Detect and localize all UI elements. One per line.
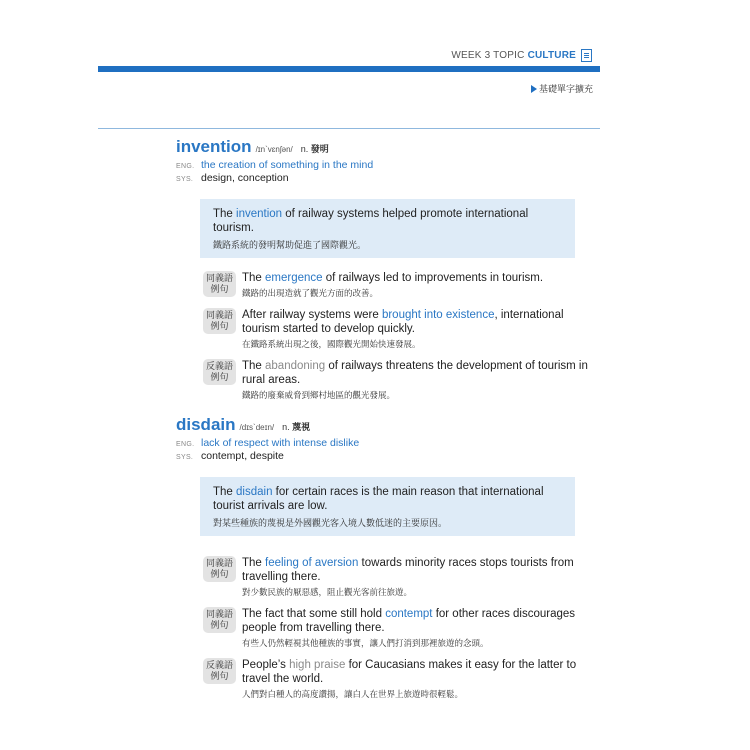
sentence-pre: The xyxy=(242,272,266,284)
header-topic: CULTURE xyxy=(527,50,576,61)
related-translation: 鐵路的出現造就了觀光方面的改善。 xyxy=(242,288,379,298)
sentence-pre: The fact that some still hold xyxy=(242,608,386,620)
headword-line xyxy=(176,137,600,157)
example-sentence xyxy=(213,485,562,513)
related-text xyxy=(242,308,600,350)
related-sentence xyxy=(242,556,600,584)
pos-abbr: n. xyxy=(300,144,309,154)
related-sentence xyxy=(242,607,600,635)
synonym-badge xyxy=(203,308,236,334)
syn-tag: SYS. xyxy=(176,454,194,461)
example-highlight: disdain xyxy=(236,486,273,498)
sentence-highlight: emergence xyxy=(265,272,323,284)
sentence-post: , international tourism started to develop quickly. xyxy=(242,309,564,335)
related-text xyxy=(242,359,600,401)
sentence-post: for other races discourages people from travelling there. xyxy=(242,608,576,634)
section-divider xyxy=(98,128,600,129)
related-translation: 人們對白種人的高度讚揚，讓白人在世界上旅遊時很輕鬆。 xyxy=(242,689,464,699)
related-example xyxy=(203,359,600,401)
eng-tag: ENG. xyxy=(176,441,195,448)
headword: disdain xyxy=(176,415,236,434)
sentence-highlight: brought into existence xyxy=(381,309,495,321)
related-sentence xyxy=(242,359,600,387)
example-post: of railway systems helped promote international tourism. xyxy=(213,208,529,234)
badge-line2: 例句 xyxy=(210,372,229,382)
example-box xyxy=(200,199,575,258)
example-translation: 鐵路系統的發明幫助促進了國際觀光。 xyxy=(213,240,367,250)
badge-line1: 同義語 xyxy=(205,558,233,568)
synonym-badge xyxy=(203,271,236,297)
related-examples xyxy=(203,271,600,401)
sentence-pre: People’s xyxy=(242,659,290,671)
play-triangle-icon xyxy=(531,85,537,93)
header-week-topic: WEEK 3 TOPIC xyxy=(451,50,525,61)
synonyms xyxy=(176,450,600,462)
related-text xyxy=(242,607,600,649)
badge-line1: 反義語 xyxy=(205,361,233,371)
synonyms xyxy=(176,172,600,184)
related-example xyxy=(203,556,600,598)
section-label xyxy=(531,82,593,95)
badge-line1: 同義語 xyxy=(205,273,233,283)
example-pre: The xyxy=(213,208,237,220)
example-box xyxy=(200,477,575,536)
english-definition xyxy=(176,437,600,449)
sentence-highlight: high praise xyxy=(289,659,346,671)
sentence-highlight: contempt xyxy=(385,608,433,620)
sentence-pre: After railway systems were xyxy=(242,309,382,321)
part-of-speech xyxy=(282,420,310,433)
english-definition xyxy=(176,159,600,171)
synonym-badge xyxy=(203,607,236,633)
phonetic: /ɪn`vɛnʃən/ xyxy=(255,145,293,154)
example-translation: 對某些種族的蔑視是外國觀光客入境人數低迷的主要原因。 xyxy=(213,518,448,528)
related-translation: 對少數民族的厭惡感，阻止觀光客前往旅遊。 xyxy=(242,587,413,597)
related-translation: 在鐵路系統出現之後，國際觀光開始快速發展。 xyxy=(242,339,421,349)
example-sentence xyxy=(213,207,562,235)
badge-line2: 例句 xyxy=(210,284,229,294)
related-text xyxy=(242,271,600,299)
related-translation: 鐵路的廢棄威脅到鄉村地區的觀光發展。 xyxy=(242,390,396,400)
badge-line1: 同義語 xyxy=(205,609,233,619)
related-example xyxy=(203,658,600,700)
antonym-badge xyxy=(203,658,236,684)
pos-abbr: n. xyxy=(282,422,290,432)
badge-line2: 例句 xyxy=(210,671,229,681)
sentence-highlight: abandoning xyxy=(265,360,326,372)
related-text xyxy=(242,556,600,598)
eng-tag: ENG. xyxy=(176,163,195,170)
headword-line xyxy=(176,415,600,435)
section-label-text: 基礎單字擴充 xyxy=(538,84,593,94)
eng-text: lack of respect with intense dislike xyxy=(201,437,360,449)
synonym-badge xyxy=(203,556,236,582)
example-post: for certain races is the main reason that international tourist arrivals are low. xyxy=(213,486,544,512)
page-header-label xyxy=(451,49,592,62)
sentence-post: towards minority races stops tourists from travelling there. xyxy=(242,557,574,583)
syn-text: contempt, despite xyxy=(201,450,284,462)
badge-line2: 例句 xyxy=(210,321,229,331)
badge-line2: 例句 xyxy=(210,569,229,579)
related-translation: 有些人仍然輕視其他種族的事實，讓人們打消到那裡旅遊的念頭。 xyxy=(242,638,489,648)
vocab-entry-invention xyxy=(176,137,600,410)
eng-text: the creation of something in the mind xyxy=(201,159,374,171)
sentence-pre: The xyxy=(242,360,266,372)
headword: invention xyxy=(176,137,252,156)
example-pre: The xyxy=(213,486,237,498)
syn-tag: SYS. xyxy=(176,176,194,183)
header-bar xyxy=(98,66,600,72)
zh-meaning: 蔑視 xyxy=(292,422,311,432)
related-example xyxy=(203,308,600,350)
related-text xyxy=(242,658,600,700)
badge-line1: 同義語 xyxy=(205,310,233,320)
sentence-post: of railways led to improvements in tourism. xyxy=(322,272,544,284)
badge-line2: 例句 xyxy=(210,620,229,630)
related-example xyxy=(203,271,600,299)
sentence-pre: The xyxy=(242,557,266,569)
sentence-post: for Caucasians makes it easy for the latter to travel the world. xyxy=(242,659,577,685)
antonym-badge xyxy=(203,359,236,385)
sentence-highlight: feeling of aversion xyxy=(265,557,359,569)
example-highlight: invention xyxy=(236,208,283,220)
sentence-post: of railways threatens the development of tourism in rural areas. xyxy=(242,360,588,386)
related-sentence xyxy=(242,658,600,686)
related-example xyxy=(203,607,600,649)
related-examples xyxy=(203,556,600,700)
syn-text: design, conception xyxy=(201,172,289,184)
phonetic: /dɪs`deɪn/ xyxy=(239,423,275,432)
related-sentence xyxy=(242,308,600,336)
badge-line1: 反義語 xyxy=(205,660,233,670)
vocab-entry-disdain xyxy=(176,415,600,709)
document-icon xyxy=(581,49,592,62)
zh-meaning: 發明 xyxy=(310,144,329,154)
related-sentence xyxy=(242,271,600,285)
part-of-speech xyxy=(301,142,329,155)
